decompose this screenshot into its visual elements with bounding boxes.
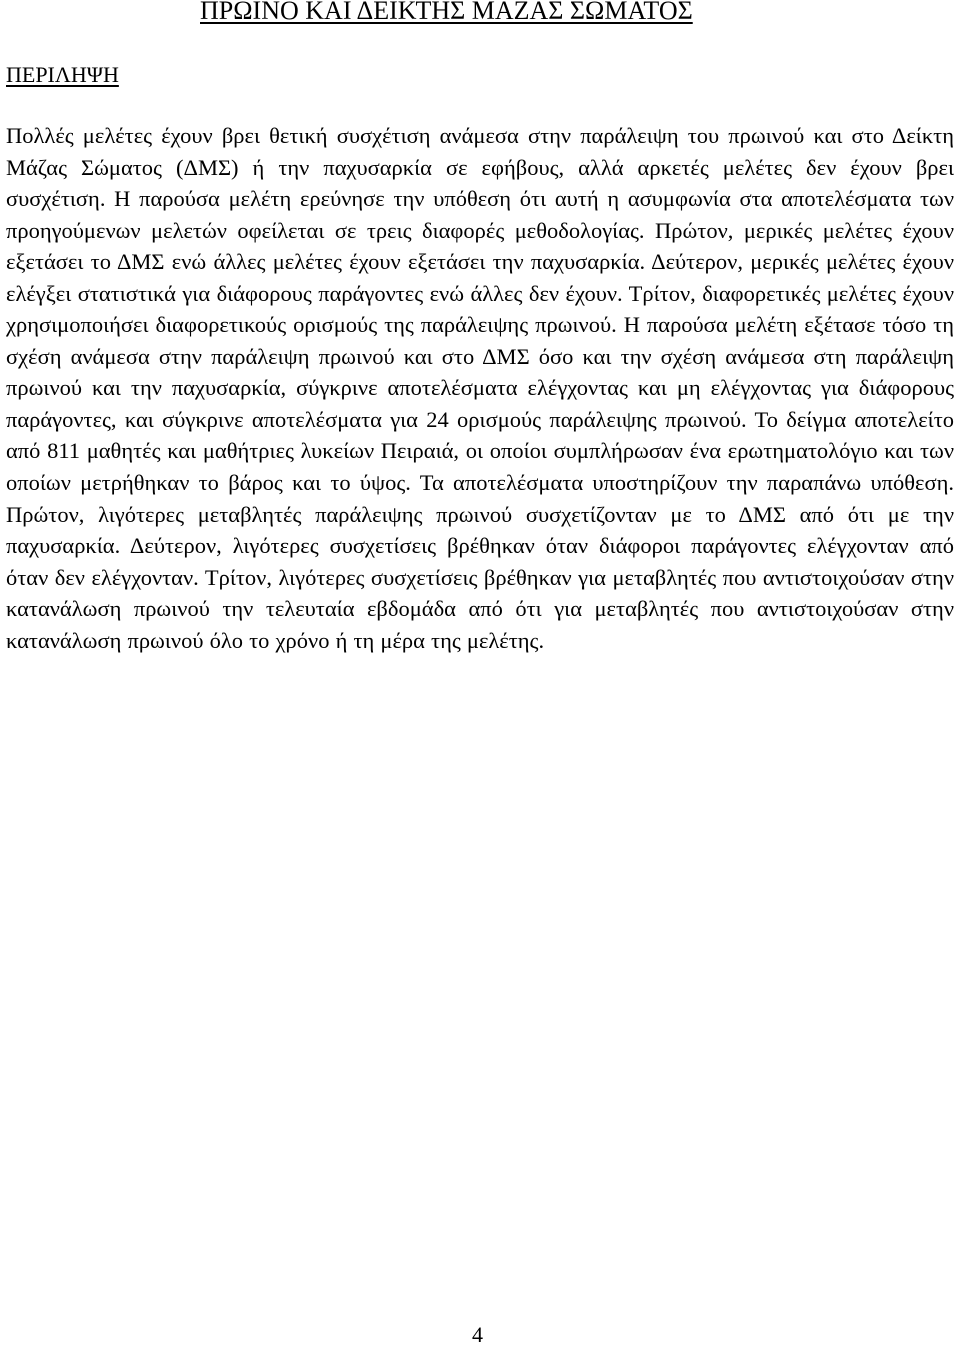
document-title: ΠΡΩΙΝΟ ΚΑΙ ΔΕΙΚΤΗΣ ΜΑΖΑΣ ΣΩΜΑΤΟΣ [200,0,693,25]
section-heading-abstract: ΠΕΡΙΛΗΨΗ [6,62,119,87]
abstract-paragraph: Πολλές μελέτες έχουν βρει θετική συσχέτιση ανάμεσα στην παράλειψη του πρωινού και στο Δείκτη Μάζας Σώματος (ΔΜΣ) ή την παχυσαρκία σε εφήβους, αλλά αρκετές μελέτες δεν έχουν βρει συσχέτιση. Η παρούσα μελέτη ερεύνησε την υπόθεση ότι αυτή η ασυμφωνία στα αποτελέσματα των προηγούμενων μελετών οφείλεται σε τρεις διαφορές μεθοδολογίας. Πρώτον, μερικές μελέτες έχουν εξετάσει το ΔΜΣ ενώ άλλες μελέτες έχουν εξετάσει την παχυσαρκία. Δεύτερον, μερικές μελέτες έχουν ελέγξει στατιστικά για διάφορους παράγοντες ενώ άλλες δεν έχουν. Τρίτον, διαφορετικές μελέτες έχουν χρησιμοποιήσει διαφορετικούς ορισμούς της παράλειψης πρωινού. Η παρούσα μελέτη εξέτασε τόσο τη σχέση ανάμεσα στην παράλειψη πρωινού και στο ΔΜΣ όσο και την σχέση ανάμεσα στη παράλειψη πρωινού και την παχυσαρκία, σύγκρινε αποτελέσματα ελέγχοντας και μη ελέγχοντας για διάφορους παράγοντες, και σύγκρινε αποτελέσματα για 24 ορισμούς παράλειψης πρωινού. Το δείγμα αποτελείτο από 811 μαθητές και μαθήτριες λυκείων Πειραιά, οι οποίοι συμπλήρωσαν ένα ερωτηματολόγιο και των οποίων μετρήθηκαν το βάρος και το ύψος. Τα αποτελέσματα υποστηρίζουν την παραπάνω υπόθεση. Πρώτον, λιγότερες μεταβλητές παράλειψης πρωινού συσχετίζονταν με το ΔΜΣ από ότι με την παχυσαρκία. Δεύτερον, λιγότερες συσχετίσεις βρέθηκαν όταν διάφοροι παράγοντες ελέγχονταν από όταν δεν ελέγχονταν. Τρίτον, λιγότερες συσχετίσεις βρέθηκαν για μεταβλητές που αντιστοιχούσαν στην κατανάλωση πρωινού την τελευταία εβδομάδα από ότι για μεταβλητές που αντιστοιχούσαν στην κατανάλωση πρωινού όλο το χρόνο ή τη μέρα της μελέτης. [6,123,954,653]
page-number: 4 [472,1322,483,1347]
